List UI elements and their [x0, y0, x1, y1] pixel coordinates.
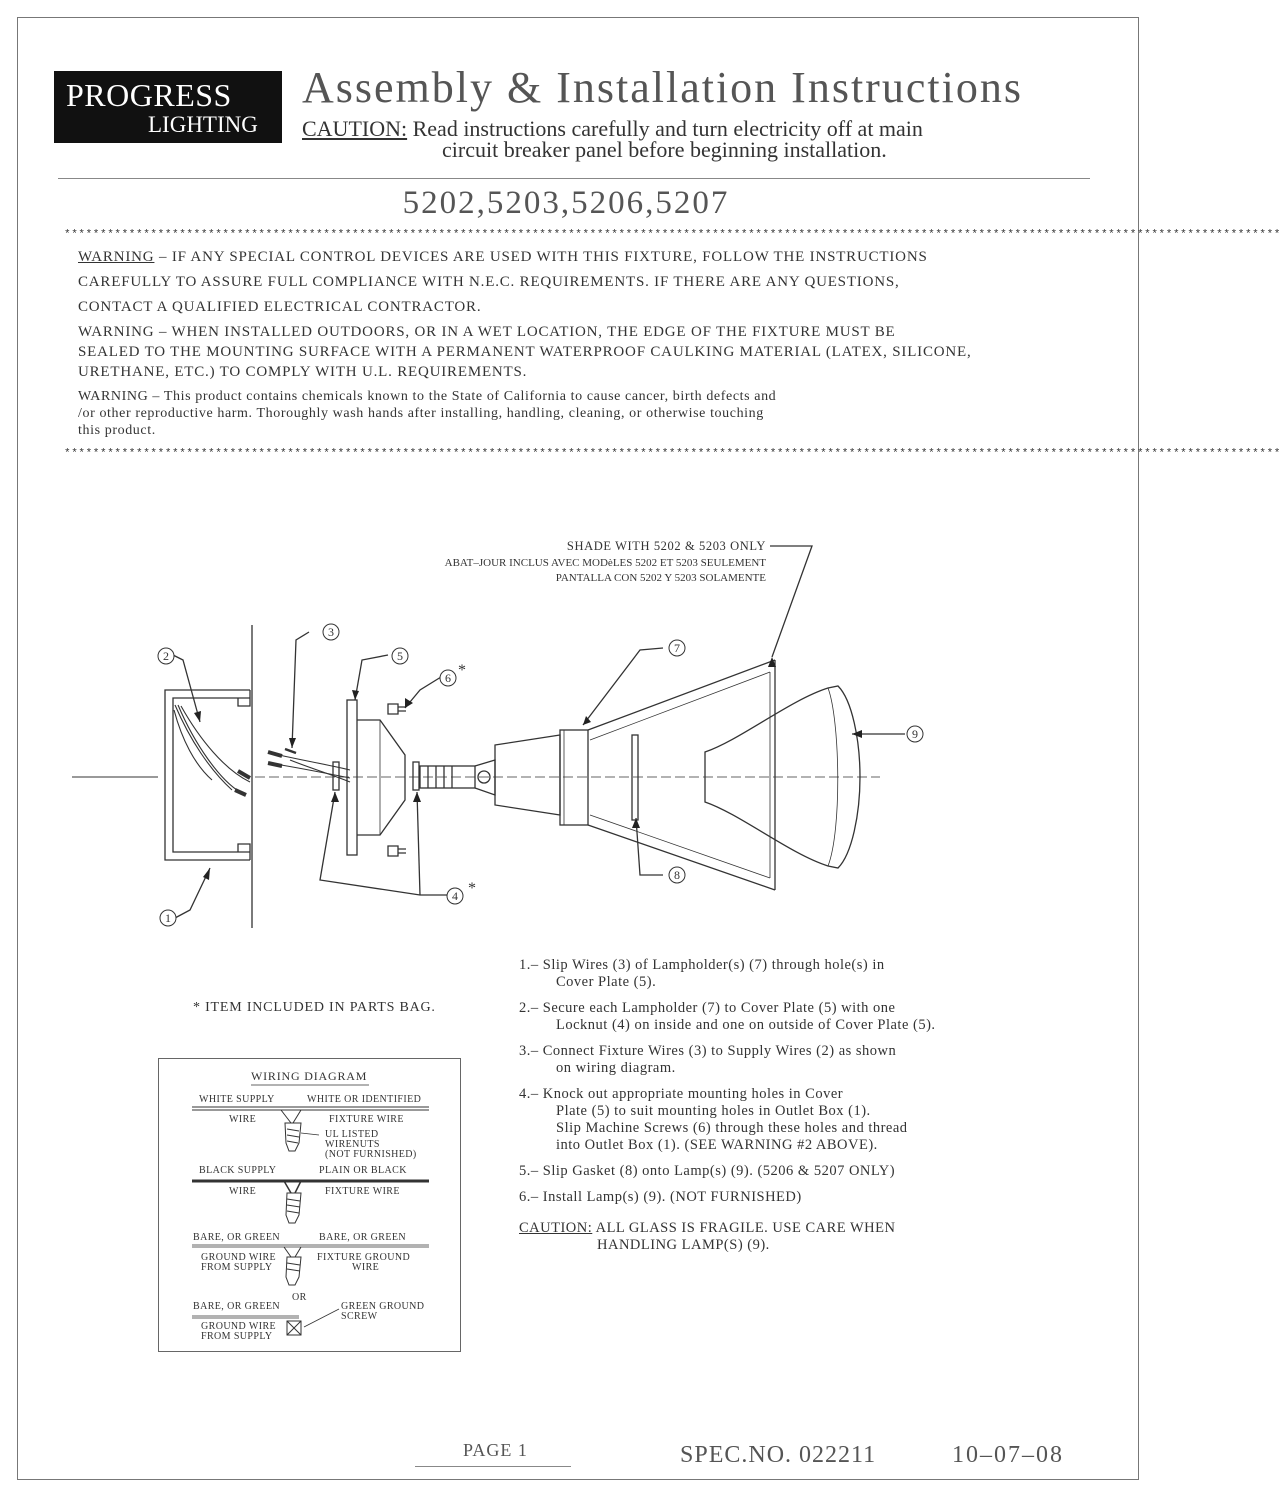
step-3-line-2: on wiring diagram. — [556, 1060, 676, 1076]
caution-label: CAUTION: — [302, 116, 408, 141]
callout-9: 9 — [912, 727, 918, 741]
glass-caution — [519, 1220, 936, 1254]
callout-3: 3 — [328, 625, 334, 639]
callout-1: 1 — [165, 911, 171, 925]
ground-wire-1-label: GROUND WIRE — [201, 1252, 277, 1263]
step-4 — [519, 1086, 936, 1154]
callout-7: 7 — [674, 641, 680, 655]
shade-label-en: SHADE WITH 5202 & 5203 ONLY — [566, 539, 766, 553]
not-furnished-label: (NOT FURNISHED) — [325, 1149, 417, 1160]
step-4-line-4: into Outlet Box (1). (SEE WARNING #2 ABOVE). — [556, 1137, 878, 1153]
step-2-line-1: 2.– Secure each Lampholder (7) to Cover Plate (5) with one — [519, 1000, 896, 1016]
installation-steps — [519, 957, 936, 1254]
step-5 — [519, 1163, 936, 1180]
warning-2-line-1: WARNING – WHEN INSTALLED OUTDOORS, OR IN A WET LOCATION, THE EDGE OF THE FIXTURE MUST BE — [78, 324, 896, 340]
step-1-line-1: 1.– Slip Wires (3) of Lampholder(s) (7) through hole(s) in — [519, 957, 885, 973]
step-3 — [519, 1043, 936, 1077]
step-1 — [519, 957, 936, 991]
spec-number: SPEC.NO. 022211 — [680, 1442, 877, 1468]
white-identified-label: WHITE OR IDENTIFIED — [307, 1094, 422, 1105]
stars-divider-top: ************************************************************************************************************************************************************************* — [64, 229, 1281, 241]
ground-wire-2-label: GROUND WIRE — [201, 1321, 277, 1332]
wirenuts-label: WIRENUTS — [325, 1139, 380, 1150]
plain-black-label: PLAIN OR BLACK — [319, 1165, 407, 1176]
warning-3-line-3: this product. — [78, 423, 156, 438]
callout-4-asterisk: * — [468, 880, 476, 897]
bare-green-3-label: BARE, OR GREEN — [193, 1301, 280, 1312]
step-1-line-2: Cover Plate (5). — [556, 974, 657, 990]
ul-listed-label: UL LISTED — [325, 1129, 379, 1140]
warning-3-line-2: /or other reproductive harm. Thoroughly wash hands after installing, handling, cleaning, or otherwise touching — [78, 406, 764, 421]
wiring-diagram-box — [158, 1058, 461, 1352]
callout-8: 8 — [674, 868, 680, 882]
stars-divider-bottom: ************************************************************************************************************************************************************************* — [64, 448, 1281, 460]
screw-label: SCREW — [341, 1311, 378, 1322]
fixture-ground-label: FIXTURE GROUND — [317, 1252, 411, 1263]
model-numbers: 5202,5203,5206,5207 — [402, 185, 730, 221]
glass-caution-line-1: ALL GLASS IS FRAGILE. USE CARE WHEN — [592, 1220, 896, 1236]
warning-3-line-1: WARNING – This product contains chemicals known to the State of California to cause cancer, birth defects and — [78, 389, 777, 404]
logo-line-1: PROGRESS — [66, 77, 232, 113]
step-4-line-2: Plate (5) to suit mounting holes in Outlet Box (1). — [556, 1103, 871, 1119]
step-4-line-3: Slip Machine Screws (6) through these holes and thread — [556, 1120, 908, 1136]
from-supply-1-label: FROM SUPPLY — [201, 1262, 273, 1273]
glass-caution-line-2: HANDLING LAMP(S) (9). — [597, 1237, 770, 1253]
page-number-underline — [415, 1466, 571, 1467]
logo-line-2: LIGHTING — [148, 112, 258, 137]
callout-6: 6 — [445, 671, 451, 685]
revision-date: 10–07–08 — [952, 1442, 1064, 1468]
black-wire-label: WIRE — [229, 1186, 257, 1197]
fixture-ground-wire-label: WIRE — [352, 1262, 380, 1273]
callout-5: 5 — [397, 649, 403, 663]
page-title: Assembly & Installation Instructions — [302, 63, 1023, 112]
caution-text-1: Read instructions carefully and turn electricity off at main — [412, 116, 923, 141]
shade-label-es: PANTALLA CON 5202 Y 5203 SOLAMENTE — [555, 572, 766, 584]
shade-label-fr: ABAT–JOUR INCLUS AVEC MODèLES 5202 ET 5203 SEULEMENT — [444, 557, 766, 569]
warning-2-line-3: URETHANE, ETC.) TO COMPLY WITH U.L. REQUIREMENTS. — [78, 364, 528, 380]
callout-2: 2 — [163, 649, 169, 663]
warning-1-line-1: – IF ANY SPECIAL CONTROL DEVICES ARE USED WITH THIS FIXTURE, FOLLOW THE INSTRUCTIONS — [154, 249, 928, 265]
step-6-line-1: 6.– Install Lamp(s) (9). (NOT FURNISHED) — [519, 1189, 802, 1205]
step-4-line-1: 4.– Knock out appropriate mounting holes in Cover — [519, 1086, 844, 1102]
white-supply-label: WHITE SUPPLY — [199, 1094, 275, 1105]
step-2 — [519, 1000, 936, 1034]
warning-2-line-2: SEALED TO THE MOUNTING SURFACE WITH A PERMANENT WATERPROOF CAULKING MATERIAL (LATEX, SILICONE, — [78, 344, 972, 360]
warning-1-line-2: CAREFULLY TO ASSURE FULL COMPLIANCE WITH N.E.C. REQUIREMENTS. IF THERE ARE ANY QUESTIONS, — [78, 274, 900, 290]
white-wire-label: WIRE — [229, 1114, 257, 1125]
fixture-wire-1-label: FIXTURE WIRE — [329, 1114, 404, 1125]
step-3-line-1: 3.– Connect Fixture Wires (3) to Supply Wires (2) as shown — [519, 1043, 897, 1059]
warning-1-label: WARNING — [78, 249, 155, 265]
from-supply-2-label: FROM SUPPLY — [201, 1331, 273, 1342]
or-label: OR — [292, 1292, 307, 1303]
page-number: PAGE 1 — [463, 1440, 528, 1460]
step-2-line-2: Locknut (4) on inside and one on outside of Cover Plate (5). — [556, 1017, 936, 1033]
glass-caution-label: CAUTION: — [519, 1220, 593, 1236]
step-5-line-1: 5.– Slip Gasket (8) onto Lamp(s) (9). (5206 & 5207 ONLY) — [519, 1163, 896, 1179]
callout-4: 4 — [452, 889, 458, 903]
warning-1-line-3: CONTACT A QUALIFIED ELECTRICAL CONTRACTOR. — [78, 299, 482, 315]
wiring-title: WIRING DIAGRAM — [251, 1069, 368, 1083]
callout-6-asterisk: * — [458, 662, 466, 679]
caution-text-2: circuit breaker panel before beginning installation. — [442, 137, 887, 162]
parts-bag-note: * ITEM INCLUDED IN PARTS BAG. — [193, 1000, 436, 1015]
step-6 — [519, 1189, 936, 1206]
black-supply-label: BLACK SUPPLY — [199, 1165, 277, 1176]
bare-green-2-label: BARE, OR GREEN — [319, 1232, 406, 1243]
fixture-wire-2-label: FIXTURE WIRE — [325, 1186, 400, 1197]
green-ground-label: GREEN GROUND — [341, 1301, 425, 1312]
bare-green-1-label: BARE, OR GREEN — [193, 1232, 280, 1243]
